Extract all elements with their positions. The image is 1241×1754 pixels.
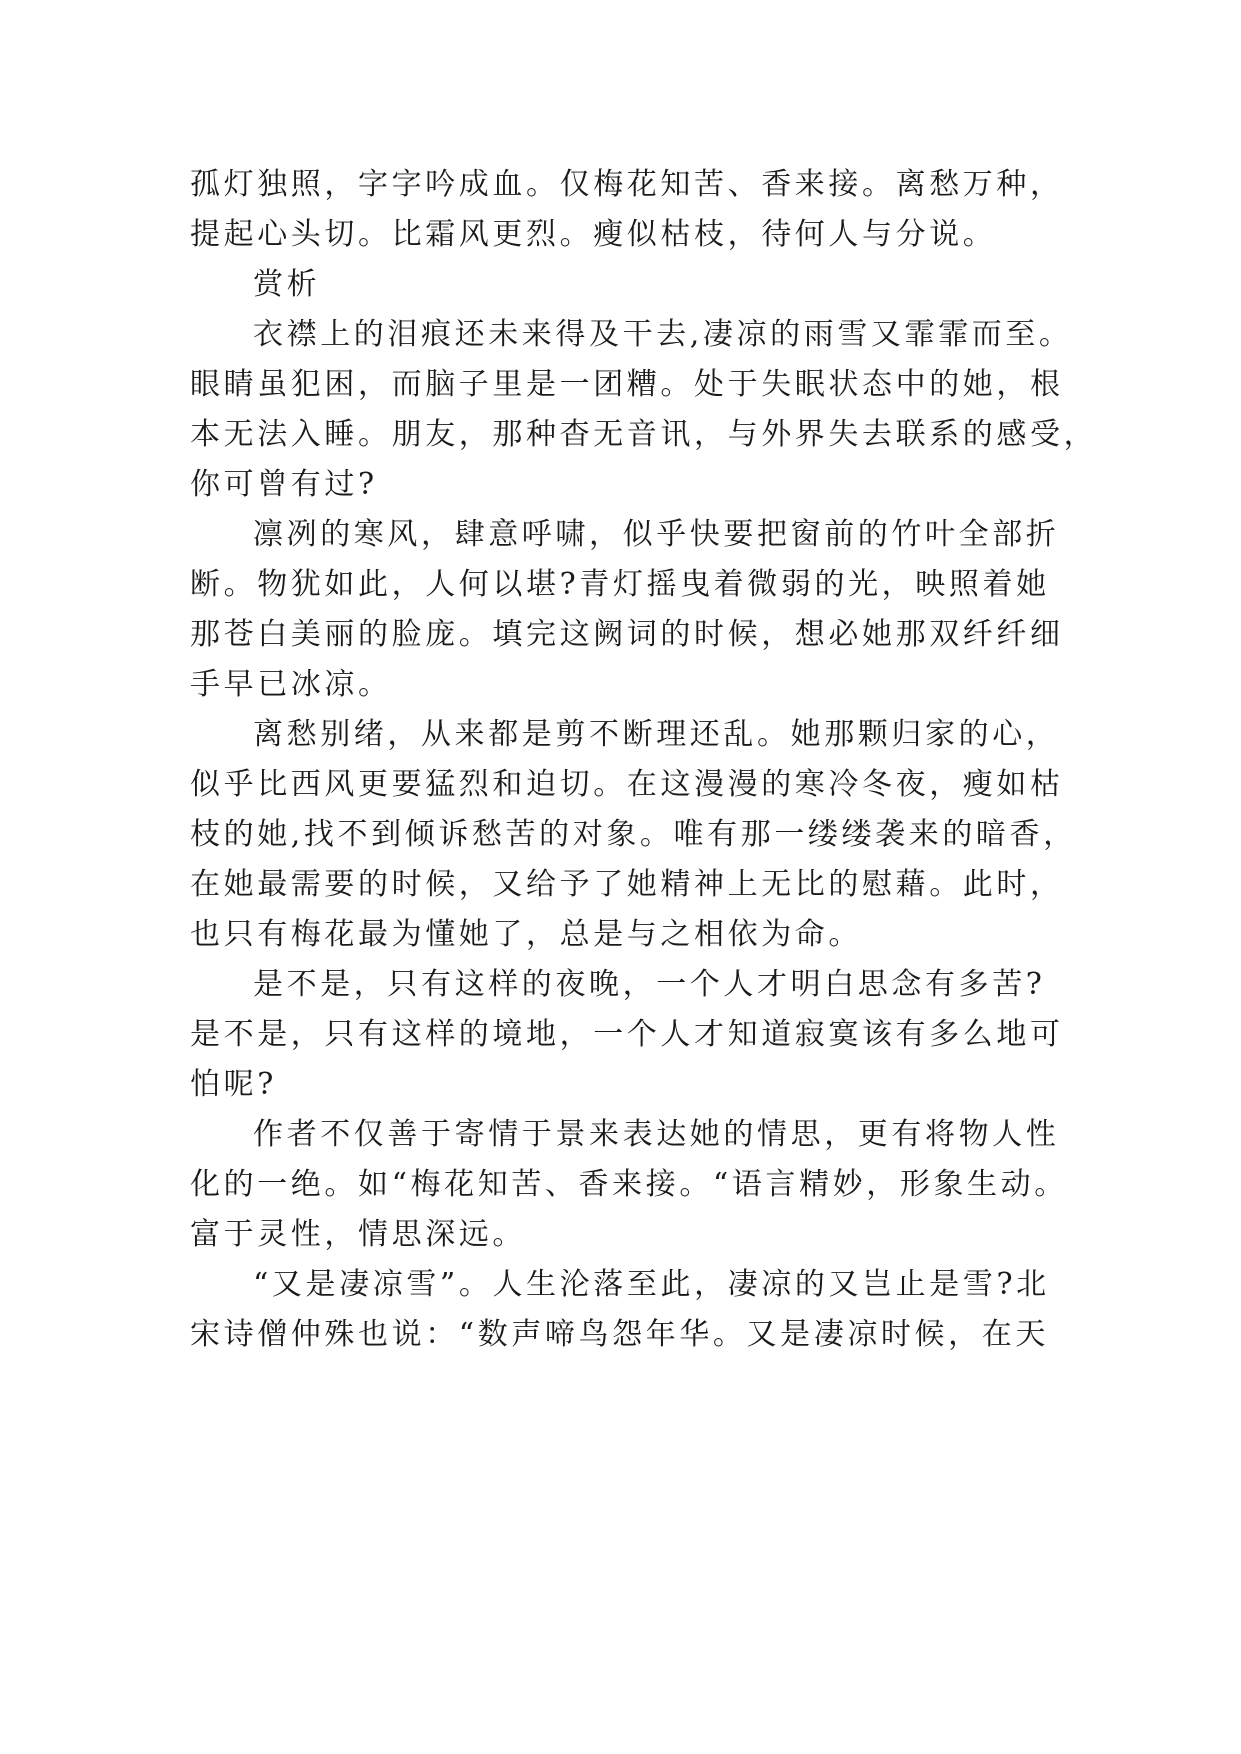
text-line: 似乎比西风更要猛烈和迫切。在这漫漫的寒冷冬夜，瘦如枯: [190, 767, 1064, 802]
text-line: 富于灵性，情思深远。: [190, 1217, 526, 1252]
text-line: 是不是，只有这样的夜晚，一个人才明白思念有多苦?: [253, 967, 1046, 1002]
text-line: 眼睛虽犯困，而脑子里是一团糟。处于失眠状态中的她，根: [190, 367, 1064, 402]
text-line: 衣襟上的泪痕还未来得及干去,凄凉的雨雪又霏霏而至。: [253, 317, 1073, 352]
text-line: 断。物犹如此，人何以堪?青灯摇曳着微弱的光，映照着她: [190, 567, 1050, 602]
text-line: 本无法入睡。朋友，那种杳无音讯，与外界失去联系的感受，: [190, 417, 1098, 452]
text-line: 那苍白美丽的脸庞。填完这阙词的时候，想必她那双纤纤细: [190, 617, 1064, 652]
text-line: 是不是，只有这样的境地，一个人才知道寂寞该有多么地可: [190, 1017, 1064, 1052]
text-line: 你可曾有过?: [190, 467, 378, 502]
text-line: 孤灯独照，字字吟成血。仅梅花知苦、香来接。离愁万种，: [190, 167, 1064, 202]
text-line: 也只有梅花最为懂她了，总是与之相依为命。: [190, 917, 862, 952]
text-line: 宋诗僧仲殊也说：“数声啼鸟怨年华。又是凄凉时候，在天: [190, 1317, 1049, 1352]
text-line: “又是凄凉雪”。人生沦落至此，凄凉的又岂止是雪?北: [253, 1267, 1050, 1302]
text-line: 作者不仅善于寄情于景来表达她的情思，更有将物人性: [253, 1117, 1060, 1152]
text-line: 手早已冰凉。: [190, 667, 392, 702]
text-line: 离愁别绪，从来都是剪不断理还乱。她那颗归家的心，: [253, 717, 1060, 752]
section-heading: 赏析: [253, 267, 321, 302]
text-line: 在她最需要的时候，又给予了她精神上无比的慰藉。此时，: [190, 867, 1064, 902]
text-line: 化的一绝。如“梅花知苦、香来接。“语言精妙，形象生动。: [190, 1167, 1068, 1202]
text-line: 枝的她,找不到倾诉愁苦的对象。唯有那一缕缕袭来的暗香，: [190, 817, 1077, 852]
text-line: 提起心头切。比霜风更烈。瘦似枯枝，待何人与分说。: [190, 217, 997, 252]
body-text: [190, 160, 1098, 1360]
text-line: 怕呢?: [190, 1067, 277, 1102]
text-line: 凛冽的寒风，肆意呼啸，似乎快要把窗前的竹叶全部折: [253, 517, 1060, 552]
